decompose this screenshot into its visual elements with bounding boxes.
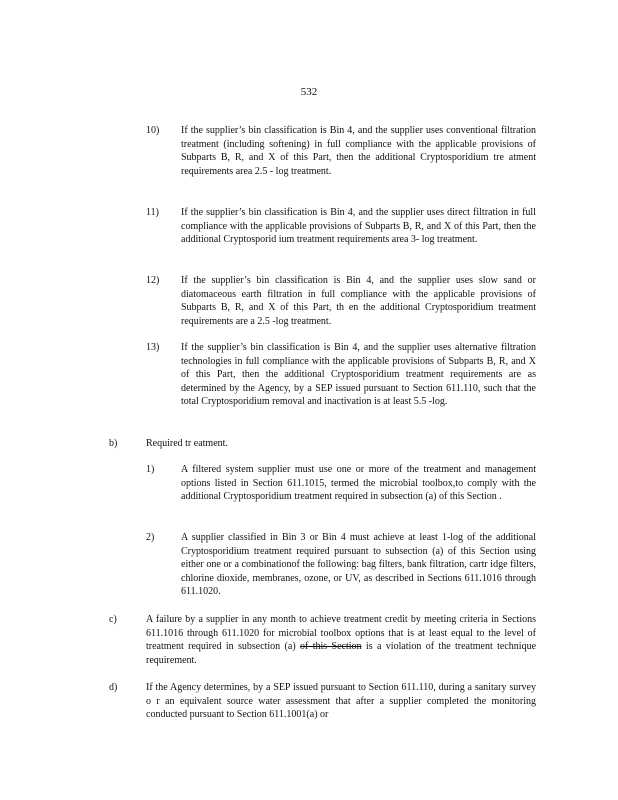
item-label: b) [109,438,118,449]
item-label: 2) [146,532,155,543]
item-heading: Required tr eatment. [146,438,228,449]
item-text-part: A failure by a supplier in any month to achieve treatment credit by meeting criteria in Sections 611.1016 through 611.1020 for microbial toolbox options that is at least equal to the level of treatment required in subsection (a) [146,614,536,653]
item-text: A supplier classified in Bin 3 or Bin 4 must achieve at least 1-log of the additional Cryptosporidium treatment required pursuant to subsection (a) of this Section using either one or a combinationof the following: bag filters, bank filtration, cartr idge filters, chlorine dioxide, membranes, ozone, or UV, as described in Sections 611.1016 through 611.1020. [181,532,536,598]
item-text: A filtered system supplier must use one or more of the treatment and management options listed in Section 611.1015, termed the microbial toolbox,to comply with the additional Cryptosporidium treatment required in subsection (a) of this Section . [181,464,536,503]
page-number: 532 [300,86,318,98]
item-label: 1) [146,464,155,475]
item-text: If the supplier’s bin classification is Bin 4, and the supplier uses alternative filtration technologies in full compliance with the applicable provisions of Subparts B, R, and X of this Part, then the additional Cryptosporidium treatment requirements are as determined by the Agency, by a SEP issued pursuant to Section 611.110, such that the total Cryptosporidium removal and inactivation is at least 5.5 -log. [181,342,536,408]
item-label: 11) [146,207,159,218]
item-text-part: is a violation of the treatment technique requirement. [146,641,537,666]
item-text: If the supplier’s bin classification is Bin 4, and the supplier uses conventional filtration treatment (including softening) in full compliance with the applicable provisions of Subparts B, R, and X of this Part, then the additional Cryptosporidium tre atment requirements area 2.5 - log treatment. [181,125,536,177]
item-text: If the supplier’s bin classification is Bin 4, and the supplier uses slow sand or diatomaceous earth filtration in full compliance with the applicable provisions of Subparts B, R, and X of this Part, th en the additional Cryptosporidium treatment requirements are a 2.5 -log treatment. [181,275,536,327]
item-text: If the Agency determines, by a SEP issued pursuant to Section 611.110, during a sanitary survey o r an equivalent source water assessment that after a supplier completed the monitoring conducted pursuant to Section 611.1001(a) or [146,682,536,721]
struck-text: of this Section [300,641,362,653]
item-text [146,613,536,667]
item-label: d) [109,682,118,693]
item-label: 13) [146,342,160,353]
item-text: If the supplier’s bin classification is Bin 4, and the supplier uses direct filtration in full compliance with the applicable provisions of Subparts B, R, and X of this Part, then the additional Cryptosporid ium treatment requirements area 3- log treatment. [181,207,536,246]
item-label: c) [109,614,117,625]
item-label: 10) [146,125,160,136]
item-label: 12) [146,275,160,286]
